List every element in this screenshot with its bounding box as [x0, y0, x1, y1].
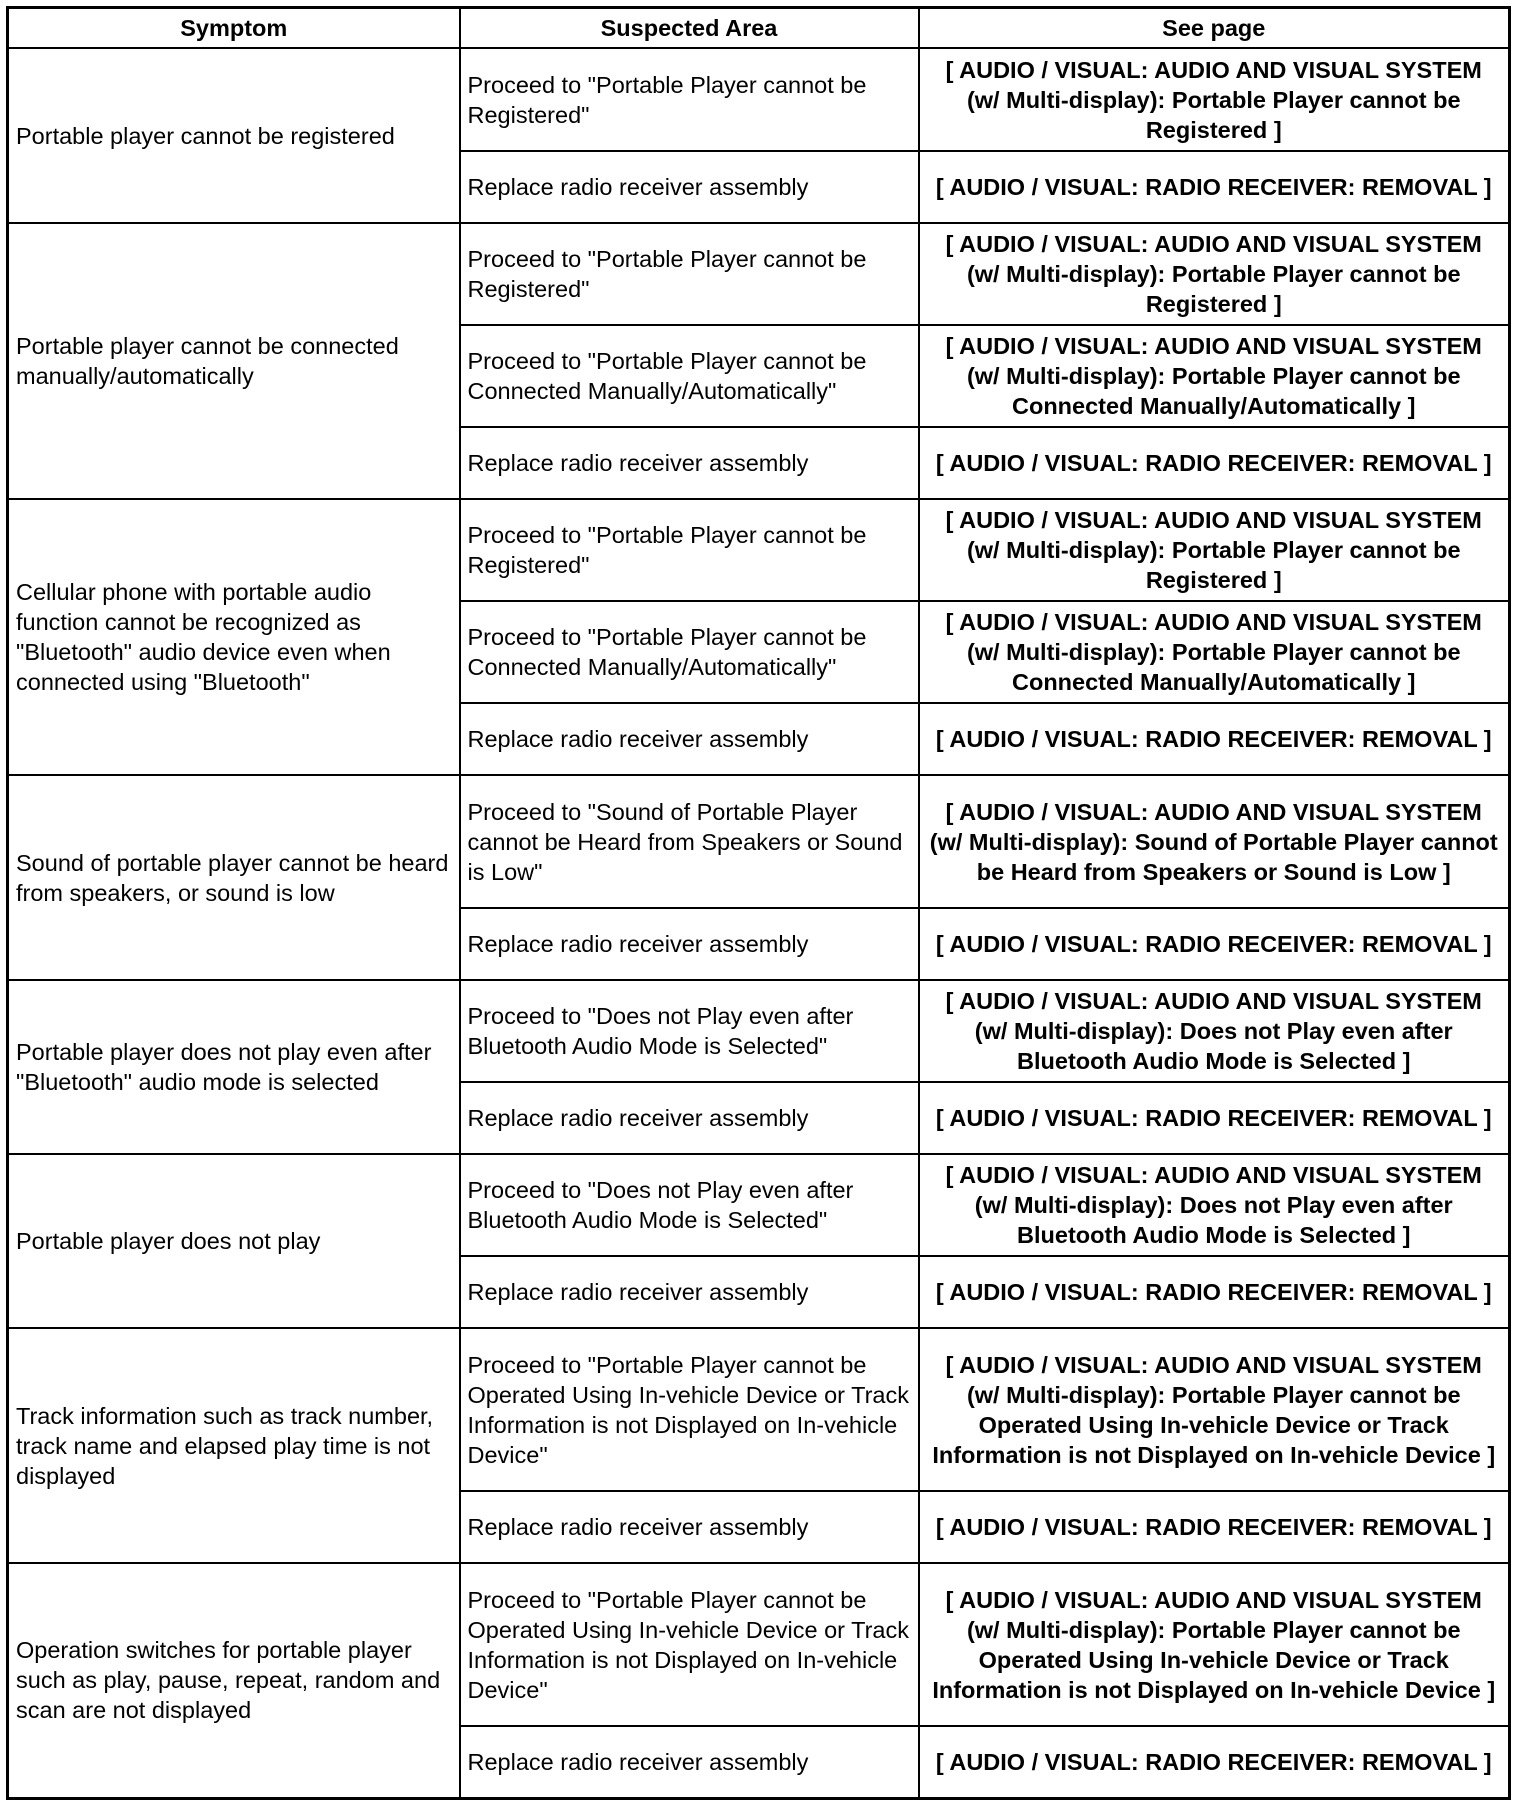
symptom-cell: Operation switches for portable player such as play, pause, repeat, random and scan are not displayed — [8, 1563, 460, 1798]
suspected-area-cell: Replace radio receiver assembly — [460, 427, 919, 499]
see-page-reference[interactable]: [ AUDIO / VISUAL: AUDIO AND VISUAL SYSTEM (w/ Multi-display): Does not Play even after Bluetooth Audio Mode is Selected ] — [919, 1154, 1510, 1256]
table-row — [8, 1154, 1510, 1256]
header-symptom: Symptom — [8, 8, 460, 49]
table-row — [8, 775, 1510, 908]
symptom-cell: Track information such as track number, track name and elapsed play time is not displayed — [8, 1328, 460, 1563]
suspected-area-cell: Proceed to "Portable Player cannot be Operated Using In-vehicle Device or Track Information is not Displayed on In-vehicle Device" — [460, 1328, 919, 1491]
symptom-cell: Portable player cannot be connected manually/automatically — [8, 223, 460, 499]
symptom-cell: Portable player cannot be registered — [8, 48, 460, 223]
see-page-reference[interactable]: [ AUDIO / VISUAL: AUDIO AND VISUAL SYSTEM (w/ Multi-display): Portable Player cannot be Connected Manually/Automatically ] — [919, 601, 1510, 703]
symptom-cell: Cellular phone with portable audio function cannot be recognized as "Bluetooth" audio device even when connected using "Bluetooth" — [8, 499, 460, 775]
suspected-area-cell: Proceed to "Does not Play even after Bluetooth Audio Mode is Selected" — [460, 1154, 919, 1256]
see-page-reference[interactable]: [ AUDIO / VISUAL: RADIO RECEIVER: REMOVAL ] — [919, 427, 1510, 499]
suspected-area-cell: Proceed to "Portable Player cannot be Registered" — [460, 499, 919, 601]
table-body — [8, 48, 1510, 1798]
symptom-cell: Sound of portable player cannot be heard from speakers, or sound is low — [8, 775, 460, 980]
suspected-area-cell: Replace radio receiver assembly — [460, 908, 919, 980]
symptom-cell: Portable player does not play — [8, 1154, 460, 1328]
table-row — [8, 1563, 1510, 1726]
suspected-area-cell: Replace radio receiver assembly — [460, 1256, 919, 1328]
see-page-reference[interactable]: [ AUDIO / VISUAL: RADIO RECEIVER: REMOVAL ] — [919, 1082, 1510, 1154]
see-page-reference[interactable]: [ AUDIO / VISUAL: RADIO RECEIVER: REMOVAL ] — [919, 1256, 1510, 1328]
see-page-reference[interactable]: [ AUDIO / VISUAL: AUDIO AND VISUAL SYSTEM (w/ Multi-display): Portable Player cannot be Operated Using In-vehicle Device or Track Information is not Displayed on In-vehicle Device ] — [919, 1563, 1510, 1726]
suspected-area-cell: Proceed to "Sound of Portable Player cannot be Heard from Speakers or Sound is Low" — [460, 775, 919, 908]
suspected-area-cell: Replace radio receiver assembly — [460, 1491, 919, 1563]
suspected-area-cell: Replace radio receiver assembly — [460, 703, 919, 775]
table-row — [8, 1328, 1510, 1491]
suspected-area-cell: Proceed to "Portable Player cannot be Connected Manually/Automatically" — [460, 325, 919, 427]
header-row — [8, 8, 1510, 49]
suspected-area-cell: Proceed to "Does not Play even after Bluetooth Audio Mode is Selected" — [460, 980, 919, 1082]
suspected-area-cell: Replace radio receiver assembly — [460, 1726, 919, 1798]
see-page-reference[interactable]: [ AUDIO / VISUAL: AUDIO AND VISUAL SYSTEM (w/ Multi-display): Portable Player cannot be Registered ] — [919, 223, 1510, 325]
see-page-reference[interactable]: [ AUDIO / VISUAL: RADIO RECEIVER: REMOVAL ] — [919, 908, 1510, 980]
see-page-reference[interactable]: [ AUDIO / VISUAL: AUDIO AND VISUAL SYSTEM (w/ Multi-display): Portable Player cannot be Registered ] — [919, 48, 1510, 151]
see-page-reference[interactable]: [ AUDIO / VISUAL: AUDIO AND VISUAL SYSTEM (w/ Multi-display): Portable Player cannot be Operated Using In-vehicle Device or Track Information is not Displayed on In-vehicle Device ] — [919, 1328, 1510, 1491]
table-row — [8, 499, 1510, 601]
suspected-area-cell: Proceed to "Portable Player cannot be Registered" — [460, 48, 919, 151]
suspected-area-cell: Proceed to "Portable Player cannot be Operated Using In-vehicle Device or Track Information is not Displayed on In-vehicle Device" — [460, 1563, 919, 1726]
suspected-area-cell: Replace radio receiver assembly — [460, 151, 919, 223]
see-page-reference[interactable]: [ AUDIO / VISUAL: RADIO RECEIVER: REMOVAL ] — [919, 1726, 1510, 1798]
symptom-table — [6, 6, 1511, 1800]
symptom-cell: Portable player does not play even after "Bluetooth" audio mode is selected — [8, 980, 460, 1154]
suspected-area-cell: Proceed to "Portable Player cannot be Registered" — [460, 223, 919, 325]
see-page-reference[interactable]: [ AUDIO / VISUAL: AUDIO AND VISUAL SYSTEM (w/ Multi-display): Portable Player cannot be Registered ] — [919, 499, 1510, 601]
suspected-area-cell: Replace radio receiver assembly — [460, 1082, 919, 1154]
see-page-reference[interactable]: [ AUDIO / VISUAL: RADIO RECEIVER: REMOVAL ] — [919, 1491, 1510, 1563]
see-page-reference[interactable]: [ AUDIO / VISUAL: AUDIO AND VISUAL SYSTEM (w/ Multi-display): Portable Player cannot be Connected Manually/Automatically ] — [919, 325, 1510, 427]
table-row — [8, 980, 1510, 1082]
header-see-page: See page — [919, 8, 1510, 49]
table-row — [8, 223, 1510, 325]
see-page-reference[interactable]: [ AUDIO / VISUAL: RADIO RECEIVER: REMOVAL ] — [919, 703, 1510, 775]
see-page-reference[interactable]: [ AUDIO / VISUAL: AUDIO AND VISUAL SYSTEM (w/ Multi-display): Sound of Portable Player cannot be Heard from Speakers or Sound is Low ] — [919, 775, 1510, 908]
see-page-reference[interactable]: [ AUDIO / VISUAL: AUDIO AND VISUAL SYSTEM (w/ Multi-display): Does not Play even after Bluetooth Audio Mode is Selected ] — [919, 980, 1510, 1082]
table-row — [8, 48, 1510, 151]
suspected-area-cell: Proceed to "Portable Player cannot be Connected Manually/Automatically" — [460, 601, 919, 703]
header-suspected-area: Suspected Area — [460, 8, 919, 49]
see-page-reference[interactable]: [ AUDIO / VISUAL: RADIO RECEIVER: REMOVAL ] — [919, 151, 1510, 223]
